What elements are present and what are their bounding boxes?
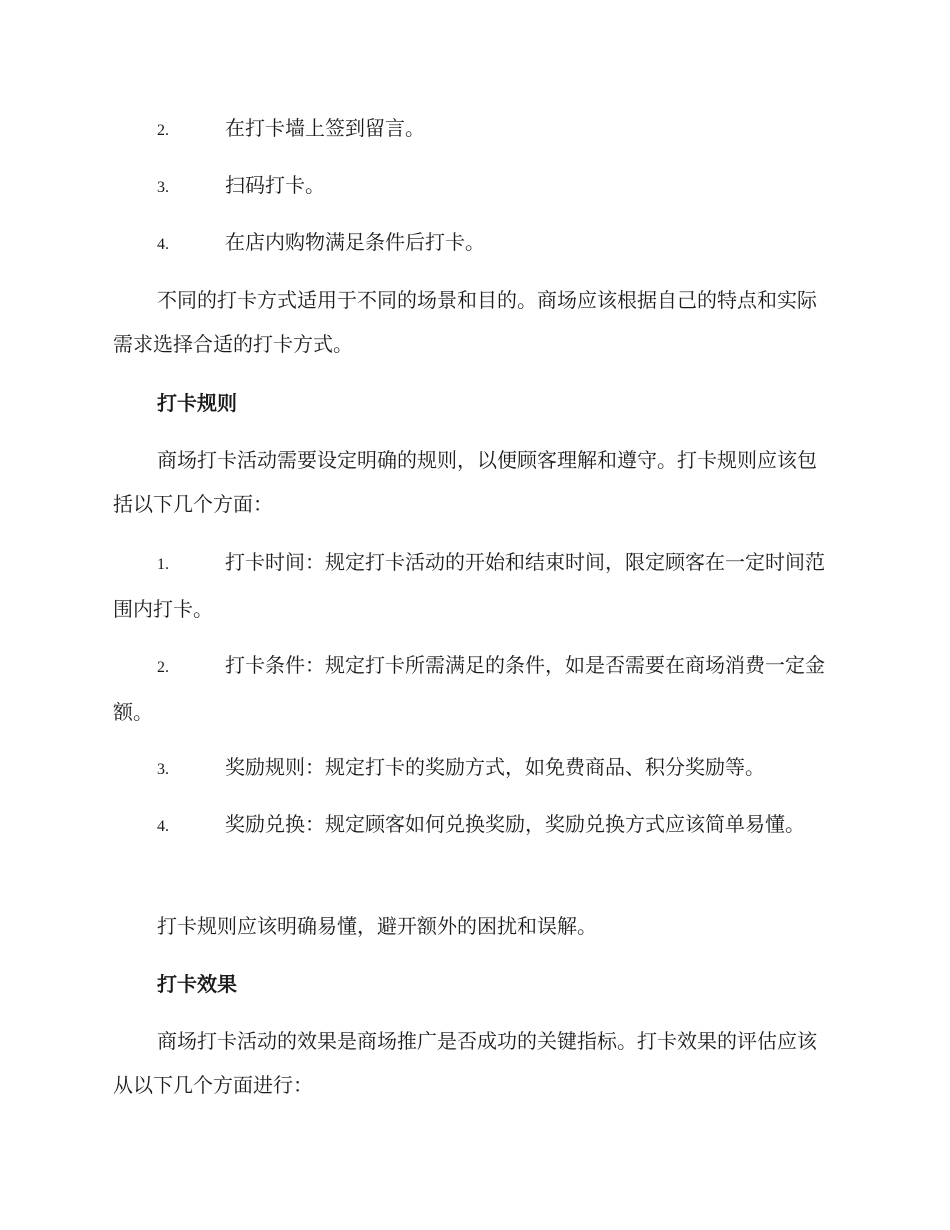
list-item <box>113 540 833 631</box>
section-heading-effect: 打卡效果 <box>157 972 237 996</box>
list-text: 奖励兑换：规定顾客如何兑换奖励，奖励兑换方式应该简单易懂。 <box>225 812 805 836</box>
paragraph-rules-summary: 打卡规则应该明确易懂，避开额外的困扰和误解。 <box>157 914 597 938</box>
list-number: 4. <box>157 818 169 835</box>
list-item <box>113 643 833 734</box>
list-number: 1. <box>157 556 169 573</box>
list-text: 打卡条件：规定打卡所需满足的条件，如是否需要在商场消费一定金额。 <box>113 653 825 724</box>
list-number: 4. <box>157 236 169 253</box>
list-text: 打卡时间：规定打卡活动的开始和结束时间，限定顾客在一定时间范围内打卡。 <box>113 550 825 621</box>
list-text: 扫码打卡。 <box>225 173 325 197</box>
list-item <box>113 745 833 792</box>
paragraph-rules-intro: 商场打卡活动需要设定明确的规则，以便顾客理解和遵守。打卡规则应该包括以下几个方面： <box>113 448 817 516</box>
list-item <box>113 163 833 210</box>
list-number: 3. <box>157 761 169 778</box>
list-text: 在打卡墙上签到留言。 <box>225 116 425 140</box>
paragraph-effect-intro: 商场打卡活动的效果是商场推广是否成功的关键指标。打卡效果的评估应该从以下几个方面进行： <box>113 1029 817 1097</box>
list-number: 3. <box>157 179 169 196</box>
section-heading-rules: 打卡规则 <box>157 391 237 415</box>
list-number: 2. <box>157 659 169 676</box>
list-item <box>113 802 833 849</box>
list-item <box>113 220 833 267</box>
list-text: 奖励规则：规定打卡的奖励方式，如免费商品、积分奖励等。 <box>225 755 765 779</box>
paragraph-methods: 不同的打卡方式适用于不同的场景和目的。商场应该根据自己的特点和实际需求选择合适的打卡方式。 <box>113 288 817 356</box>
list-number: 2. <box>157 122 169 139</box>
list-item <box>113 106 833 153</box>
list-text: 在店内购物满足条件后打卡。 <box>225 230 485 254</box>
